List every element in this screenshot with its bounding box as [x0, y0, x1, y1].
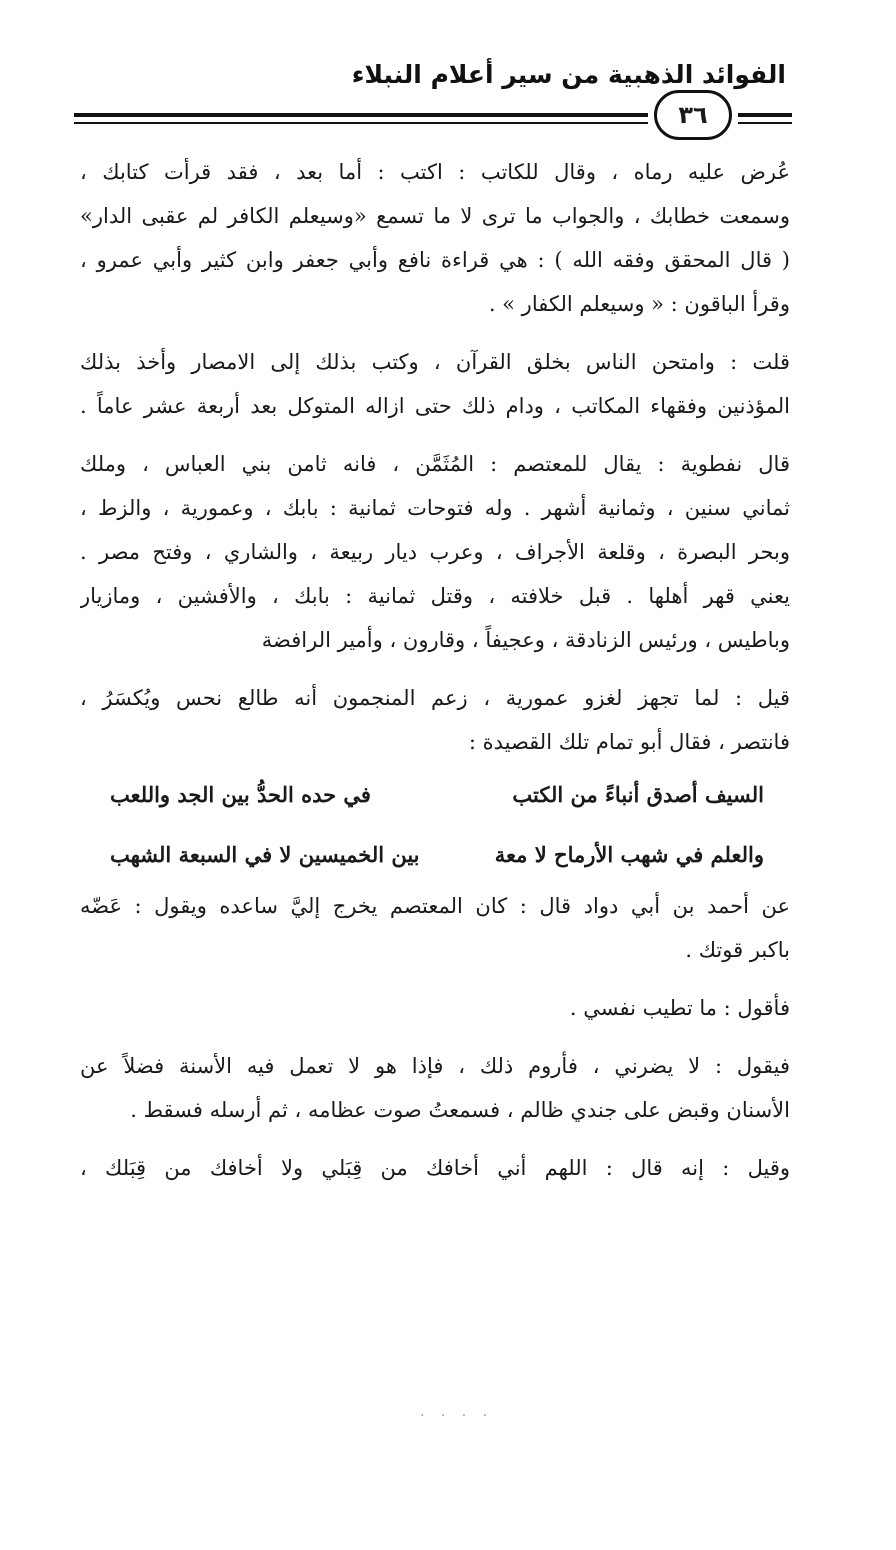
text-line: عن أحمد بن أبي دواد قال : كان المعتصم يخرج إليَّ ساعده ويقول : عَضّه — [80, 894, 790, 918]
text-line: وقرأ الباقون : « وسيعلم الكفار » . — [488, 292, 790, 316]
header-rule-right-thin — [738, 122, 792, 124]
text-line: وسمعت خطابك ، والجواب ما ترى لا ما تسمع «وسيعلم الكافر لم عقبى الدار» — [80, 204, 790, 228]
text-line: قيل : لما تجهز لغزو عمورية ، زعم المنجمون أنه طالع نحس ويُكسَرُ ، — [80, 686, 790, 710]
footer-marks: · · · · — [420, 1408, 494, 1424]
text-line: وباطيس ، ورئيس الزنادقة ، وعجيفاً ، وقارون ، وأمير الرافضة — [261, 628, 790, 652]
text-line: وبحر البصرة ، وقلعة الأجراف ، وعرب ديار ربيعة ، والشاري ، وفتح مصر . — [80, 540, 790, 564]
poem-verse — [80, 824, 790, 884]
verse-second-hemistich: بين الخميسين لا في السبعة الشهب — [110, 841, 420, 867]
text-line: باكبر قوتك . — [685, 938, 790, 962]
text-line: ( قال المحقق وفقه الله ) : هي قراءة نافع وأبي جعفر وابن كثير وأبي عمرو ، — [80, 248, 790, 272]
text-line: وقيل : إنه قال : اللهم أني أخافك من قِبَلي ولا أخافك من قِبَلك ، — [80, 1156, 790, 1180]
text-line: عُرض عليه رماه ، وقال للكاتب : اكتب : أما بعد ، فقد قرأت كتابك ، — [80, 160, 790, 184]
page-number-badge — [654, 90, 732, 140]
paragraph-gap — [80, 1132, 790, 1146]
paragraph-gap — [80, 428, 790, 442]
header-rule-thick — [74, 113, 648, 117]
page-number: ٣٦ — [678, 101, 708, 129]
text-line: قال نفطوية : يقال للمعتصم : المُثَمَّن ، فانه ثامن بني العباس ، وملك — [80, 452, 790, 476]
verse-first-hemistich: السيف أصدق أنباءً من الكتب — [512, 781, 764, 807]
paragraph-gap — [80, 326, 790, 340]
text-line: قلت : وامتحن الناس بخلق القرآن ، وكتب بذلك إلى الامصار وأخذ بذلك — [80, 350, 790, 374]
running-title: الفوائد الذهبية من سير أعلام النبلاء — [351, 60, 786, 89]
text-line: يعني قهر أهلها . قبل خلافته ، وقتل ثمانية : بابك ، والأفشين ، ومازيار — [80, 584, 790, 608]
text-line: الأسنان وقبض على جندي ظالم ، فسمعتُ صوت عظامه ، ثم أرسله فسقط . — [130, 1098, 790, 1122]
text-line: المؤذنين وفقهاء المكاتب ، ودام ذلك حتى ازاله المتوكل بعد أربعة عشر عاماً . — [80, 394, 790, 418]
text-line: فانتصر ، فقال أبو تمام تلك القصيدة : — [468, 730, 790, 754]
text-line: فأقول : ما تطيب نفسي . — [569, 996, 790, 1020]
text-line: فيقول : لا يضرني ، فأروم ذلك ، فإذا هو لا تعمل فيه الأسنة فضلاً عن — [80, 1054, 790, 1078]
verse-first-hemistich: والعلم في شهب الأرماح لا معة — [494, 841, 764, 867]
header-rule-thin — [74, 122, 648, 124]
verse-second-hemistich: في حده الحدُّ بين الجد واللعب — [110, 781, 371, 807]
text-line: ثماني سنين ، وثمانية أشهر . وله فتوحات ثمانية : بابك ، وعمورية ، والزط ، — [80, 496, 790, 520]
paragraph-gap — [80, 1030, 790, 1044]
paragraph-gap — [80, 972, 790, 986]
paragraph-gap — [80, 662, 790, 676]
poem-verse — [80, 764, 790, 824]
body-text — [80, 150, 790, 1190]
header-rule-right-thick — [738, 113, 792, 117]
